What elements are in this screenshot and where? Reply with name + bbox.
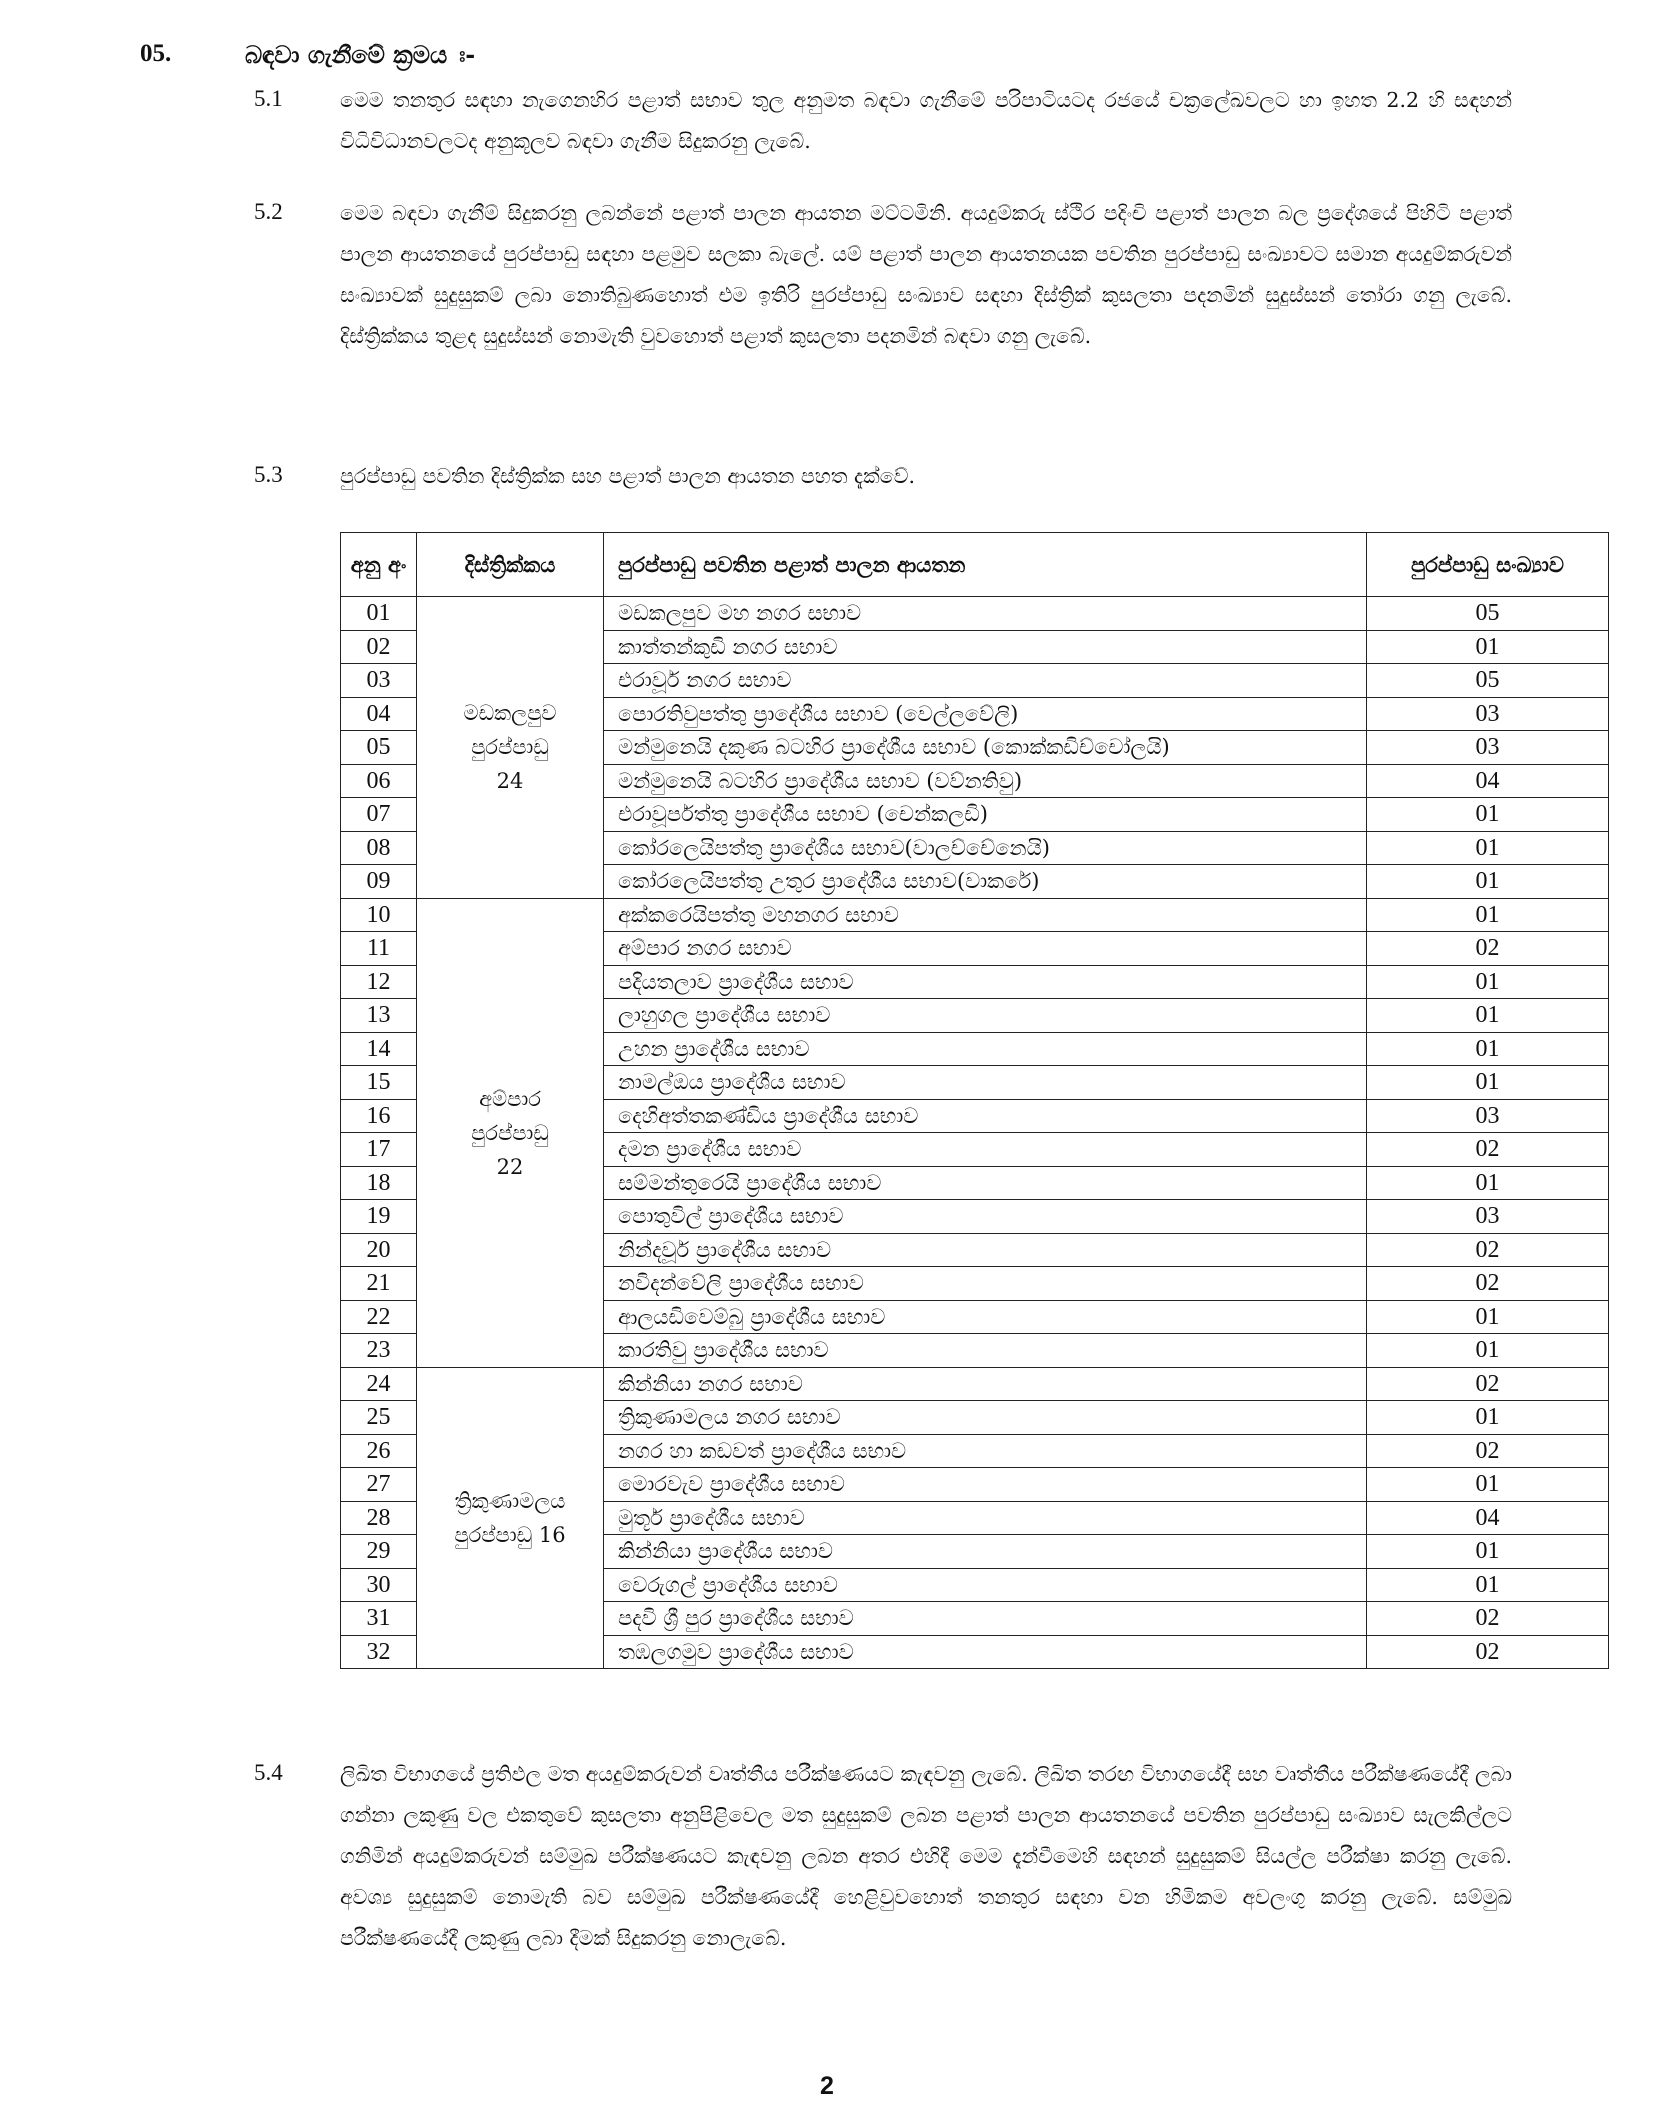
serial-number-cell: 29 <box>341 1535 417 1569</box>
institution-cell: ආලයඩිවෙම්බු ප්‍රාදේශීය සභාව <box>604 1300 1367 1334</box>
district-label-line: අම්පාර <box>479 1086 541 1111</box>
section-title: බඳවා ගැනීමේ ක්‍රමය ඃ- <box>245 40 476 69</box>
header-vacancies: පුරප්පාඩු සංඛ්‍යාව <box>1367 533 1609 597</box>
institution-cell: කෝරලෙයිපත්තු ප්‍රාදේශීය සභාව(වාලච්චේනෙයි) <box>604 831 1367 865</box>
serial-number-cell: 20 <box>341 1233 417 1267</box>
serial-number-cell: 25 <box>341 1401 417 1435</box>
header-serial-number: අනු අං <box>341 533 417 597</box>
header-institution: පුරප්පාඩු පවතින පළාත් පාලන ආයතන <box>604 533 1367 597</box>
table-row <box>341 1367 1609 1401</box>
serial-number-cell: 22 <box>341 1300 417 1334</box>
table-row <box>341 898 1609 932</box>
vacancy-count-cell: 01 <box>1367 1166 1609 1200</box>
vacancy-count-cell: 03 <box>1367 731 1609 765</box>
table-header-row <box>341 533 1609 597</box>
serial-number-cell: 14 <box>341 1032 417 1066</box>
institution-cell: දෙහිඅත්තකණ්ඩිය ප්‍රාදේශීය සභාව <box>604 1099 1367 1133</box>
paragraph-number-5-2: 5.2 <box>254 199 283 224</box>
vacancy-count-cell: 01 <box>1367 1300 1609 1334</box>
serial-number-cell: 18 <box>341 1166 417 1200</box>
serial-number-cell: 09 <box>341 865 417 899</box>
vacancy-count-cell: 01 <box>1367 798 1609 832</box>
vacancy-count-cell: 01 <box>1367 1568 1609 1602</box>
institution-cell: කින්නියා ප්‍රාදේශීය සභාව <box>604 1535 1367 1569</box>
table-body <box>341 597 1609 1669</box>
institution-cell: මොරවැව ප්‍රාදේශීය සභාව <box>604 1468 1367 1502</box>
vacancy-count-cell: 01 <box>1367 831 1609 865</box>
serial-number-cell: 11 <box>341 932 417 966</box>
vacancy-count-cell: 05 <box>1367 597 1609 631</box>
serial-number-cell: 27 <box>341 1468 417 1502</box>
paragraph-number-5-1: 5.1 <box>254 86 283 111</box>
serial-number-cell: 05 <box>341 731 417 765</box>
institution-cell: අක්කරෙයිපත්තු මහනගර සභාව <box>604 898 1367 932</box>
vacancy-count-cell: 01 <box>1367 1334 1609 1368</box>
section-number: 05. <box>140 40 172 67</box>
serial-number-cell: 01 <box>341 597 417 631</box>
district-label-line: පුරප්පාඩු <box>471 735 549 760</box>
vacancy-count-cell: 04 <box>1367 764 1609 798</box>
page-number: 2 <box>820 2072 834 2100</box>
institution-cell: නගර හා කඩවත් ප්‍රාදේශීය සභාව <box>604 1434 1367 1468</box>
paragraph-number-5-3: 5.3 <box>254 462 283 487</box>
district-label-line: පුරප්පාඩු <box>471 1120 549 1145</box>
serial-number-cell: 30 <box>341 1568 417 1602</box>
institution-cell: වෙරුගල් ප්‍රාදේශීය සභාව <box>604 1568 1367 1602</box>
institution-cell: එරාවූර් නගර සභාව <box>604 664 1367 698</box>
paragraph-5-3: පුරප්පාඩු පවතින දිස්ත්‍රික්ක සහ පළාත් පාලන ආයතන පහත දැක්වේ. <box>340 464 916 488</box>
institution-cell: නවිදන්වේලි ප්‍රාදේශීය සභාව <box>604 1267 1367 1301</box>
institution-cell: මන්මුනෙයි දකුණ බටහිර ප්‍රාදේශීය සභාව (කොක්කඩිච්චෝලයි) <box>604 731 1367 765</box>
institution-cell: පදියතලාව ප්‍රාදේශීය සභාව <box>604 965 1367 999</box>
vacancy-count-cell: 01 <box>1367 865 1609 899</box>
serial-number-cell: 26 <box>341 1434 417 1468</box>
serial-number-cell: 28 <box>341 1501 417 1535</box>
district-label-line: 24 <box>496 769 524 794</box>
serial-number-cell: 08 <box>341 831 417 865</box>
vacancy-count-cell: 01 <box>1367 898 1609 932</box>
institution-cell: ලාහුගල ප්‍රාදේශීය සභාව <box>604 999 1367 1033</box>
institution-cell: තඹලගමුව ප්‍රාදේශීය සභාව <box>604 1635 1367 1669</box>
vacancy-count-cell: 01 <box>1367 999 1609 1033</box>
serial-number-cell: 17 <box>341 1133 417 1167</box>
vacancy-count-cell: 01 <box>1367 1032 1609 1066</box>
vacancy-count-cell: 03 <box>1367 697 1609 731</box>
vacancy-count-cell: 02 <box>1367 1133 1609 1167</box>
paragraph-5-4: ලිඛිත විභාගයේ ප්‍රතිඵල මත අයදුම්කරුවන් වෘත්තීය පරීක්ෂණයට කැඳවනු ලැබේ. ලිඛිත තරඟ විභාගයේදී සහ වෘත්තීය පරීක්ෂණයේදී ලබා ගන්නා ලකුණු වල එකතුවේ කුසලතා අනුපිළිවෙල මත සුදුසුකම් ලබන පළාත් පාලන ආයතනයේ පවතින පුරප්පාඩු සංඛ්‍යාව සැලකිල්ලට ගනිමින් අයදුම්කරුවන් සම්මුඛ පරීක්ෂණයට කැඳවනු ලබන අතර එහිදී මෙම දැන්වීමෙහි සඳහන් සුදුසුකම් සියල්ල පරීක්ෂා කරනු ලැබේ. අවශ්‍ය සුදුසුකම් නොමැති බව සම්මුඛ පරීක්ෂණයේදී හෙළිවුවහොත් තනතුර සඳහා වන හිමිකම අවලංගු කරනු ලැබේ. සම්මුඛ පරීක්ෂණයේදී ලකුණු ලබා දීමක් සිදුකරනු නොලැබේ. <box>340 1762 1512 1950</box>
vacancy-count-cell: 05 <box>1367 664 1609 698</box>
institution-cell: මුතූර් ප්‍රාදේශීය සභාව <box>604 1501 1367 1535</box>
institution-cell: නින්දවූර් ප්‍රාදේශීය සභාව <box>604 1233 1367 1267</box>
vacancy-table <box>340 532 1609 1669</box>
vacancy-count-cell: 01 <box>1367 965 1609 999</box>
district-label-line: ත්‍රිකුණාමලය <box>454 1488 566 1513</box>
institution-cell: ත්‍රිකුණාමලය නගර සභාව <box>604 1401 1367 1435</box>
vacancy-count-cell: 02 <box>1367 1434 1609 1468</box>
vacancy-count-cell: 03 <box>1367 1099 1609 1133</box>
vacancy-count-cell: 03 <box>1367 1200 1609 1234</box>
institution-cell: පොරතිවුපත්තු ප්‍රාදේශීය සභාව (වෙල්ලවේලි) <box>604 697 1367 731</box>
institution-cell: දමන ප්‍රාදේශීය සභාව <box>604 1133 1367 1167</box>
vacancy-count-cell: 01 <box>1367 1468 1609 1502</box>
serial-number-cell: 19 <box>341 1200 417 1234</box>
institution-cell: කින්නියා නගර සභාව <box>604 1367 1367 1401</box>
header-district: දිස්ත්‍රික්කය <box>417 533 604 597</box>
institution-cell: කාරතිවු ප්‍රාදේශීය සභාව <box>604 1334 1367 1368</box>
vacancy-count-cell: 01 <box>1367 630 1609 664</box>
serial-number-cell: 03 <box>341 664 417 698</box>
serial-number-cell: 15 <box>341 1066 417 1100</box>
institution-cell: කාත්තන්කුඩි නගර සභාව <box>604 630 1367 664</box>
institution-cell: මන්මුනෙයි බටහිර ප්‍රාදේශීය සභාව (වව්නතිවු) <box>604 764 1367 798</box>
serial-number-cell: 31 <box>341 1602 417 1636</box>
serial-number-cell: 06 <box>341 764 417 798</box>
institution-cell: මඩකලපුව මහ නගර සභාව <box>604 597 1367 631</box>
serial-number-cell: 24 <box>341 1367 417 1401</box>
paragraph-5-1: මෙම තනතුර සඳහා නැගෙනහිර පළාත් සභාව තුල අනුමත බඳවා ගැනීමේ පරිපාටියටද රජයේ චක්‍රලේඛවලට හා ඉහත 2.2 හි සඳහන් විධිවිධානවලටද අනුකූලව බඳවා ගැනීම සිදුකරනු ලැබේ. <box>340 88 1512 153</box>
district-cell <box>417 1367 604 1669</box>
vacancy-count-cell: 02 <box>1367 1367 1609 1401</box>
vacancy-count-cell: 02 <box>1367 1267 1609 1301</box>
vacancy-count-cell: 01 <box>1367 1535 1609 1569</box>
institution-cell: අම්පාර නගර සභාව <box>604 932 1367 966</box>
vacancy-count-cell: 01 <box>1367 1401 1609 1435</box>
table-row <box>341 597 1609 631</box>
institution-cell: කෝරලෙයිපත්තු උතුර ප්‍රාදේශීය සභාව(වාකරේ) <box>604 865 1367 899</box>
district-label-line: පුරප්පාඩු 16 <box>454 1522 566 1547</box>
vacancy-count-cell: 02 <box>1367 1635 1609 1669</box>
district-label-line: 22 <box>496 1154 524 1179</box>
institution-cell: එරාවූර්පත්තු ප්‍රාදේශීය සභාව (චෙන්කලඩි) <box>604 798 1367 832</box>
paragraph-5-2: මෙම බඳවා ගැනීම් සිදුකරනු ලබන්නේ පළාත් පාලන ආයතන මට්ටමිනි. අයදුම්කරු ස්ථිර පදිංචි පළාත් පාලන බල ප්‍රදේශයේ පිහිටි පළාත් පාලන ආයතනයේ පුරප්පාඩු සඳහා පළමුව සලකා බැලේ. යම් පළාත් පාලන ආයතනයක පවතින පුරප්පාඩු සංඛ්‍යාවට සමාන අයදුම්කරුවන් සංඛ්‍යාවක් සුදුසුකම් ලබා නොතිබුණහොත් එම ඉතිරි පුරප්පාඩු සංඛ්‍යාව සඳහා දිස්ත්‍රික් කුසලතා පදනමින් සුදුස්සන් තෝරා ගනු ලැබේ. දිස්ත්‍රික්කය තුළද සුදුස්සන් නොමැති වුවහොත් පළාත් කුසලතා පදනමින් බඳවා ගනු ලැබේ. <box>340 201 1512 348</box>
paragraph-number-5-4: 5.4 <box>254 1760 283 1785</box>
district-cell <box>417 597 604 899</box>
institution-cell: පදවි ශ්‍රී පුර ප්‍රාදේශීය සභාව <box>604 1602 1367 1636</box>
vacancy-count-cell: 02 <box>1367 932 1609 966</box>
serial-number-cell: 13 <box>341 999 417 1033</box>
institution-cell: උහන ප්‍රාදේශීය සභාව <box>604 1032 1367 1066</box>
institution-cell: නාමල්ඔය ප්‍රාදේශීය සභාව <box>604 1066 1367 1100</box>
district-label-line: මඩකලපුව <box>463 701 557 726</box>
serial-number-cell: 32 <box>341 1635 417 1669</box>
vacancy-count-cell: 04 <box>1367 1501 1609 1535</box>
serial-number-cell: 10 <box>341 898 417 932</box>
vacancy-count-cell: 02 <box>1367 1233 1609 1267</box>
serial-number-cell: 21 <box>341 1267 417 1301</box>
district-cell <box>417 898 604 1367</box>
serial-number-cell: 04 <box>341 697 417 731</box>
serial-number-cell: 02 <box>341 630 417 664</box>
serial-number-cell: 07 <box>341 798 417 832</box>
serial-number-cell: 23 <box>341 1334 417 1368</box>
serial-number-cell: 12 <box>341 965 417 999</box>
institution-cell: සම්මන්තුරෙයි ප්‍රාදේශීය සභාව <box>604 1166 1367 1200</box>
vacancy-count-cell: 01 <box>1367 1066 1609 1100</box>
institution-cell: පොතුවිල් ප්‍රාදේශීය සභාව <box>604 1200 1367 1234</box>
vacancy-count-cell: 02 <box>1367 1602 1609 1636</box>
serial-number-cell: 16 <box>341 1099 417 1133</box>
